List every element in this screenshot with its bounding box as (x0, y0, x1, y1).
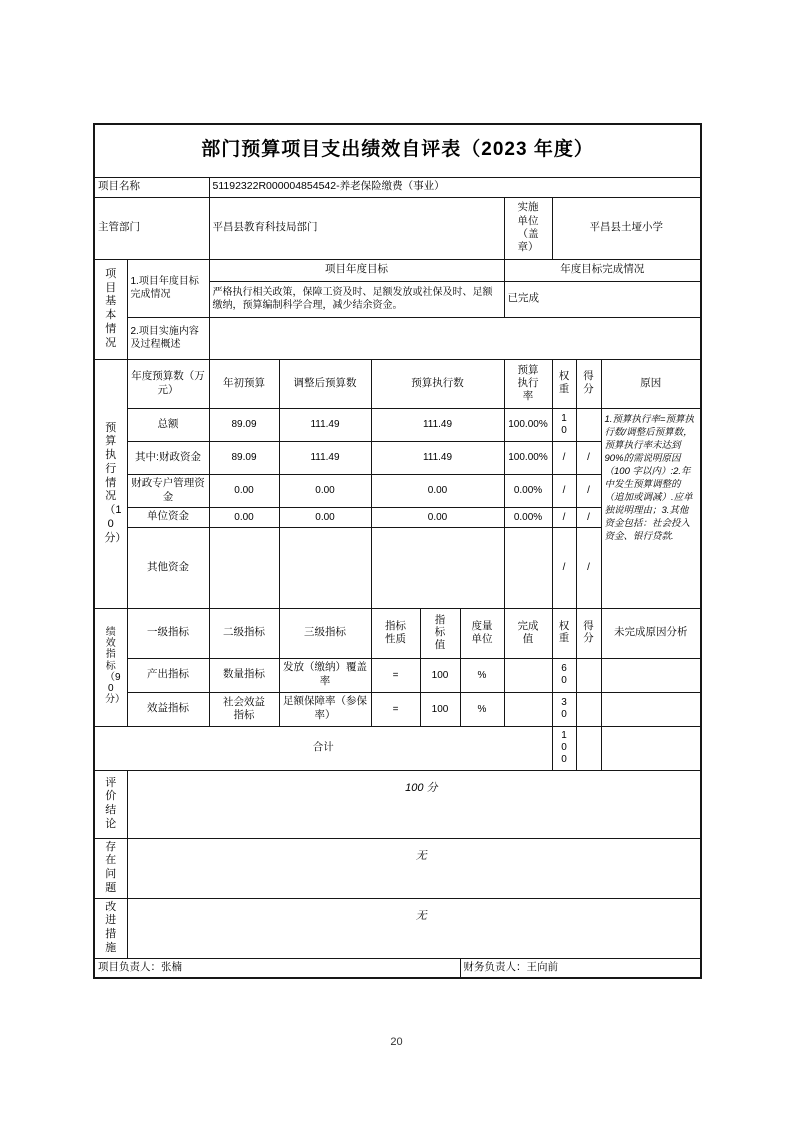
perf-l1: 产出指标 (127, 658, 209, 692)
budget-row-name: 财政专户管理资金 (127, 474, 209, 507)
budget-initial: 0.00 (209, 474, 279, 507)
table-row (94, 658, 701, 692)
project-manager: 项目负责人：张楠 (94, 958, 460, 978)
table-row (94, 692, 701, 726)
budget-score: / (576, 507, 601, 527)
budget-rate (504, 527, 552, 608)
budget-header-adjusted: 调整后预算数 (279, 359, 371, 408)
evaluation-table-sheet (93, 123, 702, 979)
budget-rate: 0.00% (504, 507, 552, 527)
table-row (94, 408, 701, 441)
perf-completed (504, 658, 552, 692)
perf-header-value: 指标值 (420, 608, 460, 658)
perf-header-l1: 一级指标 (127, 608, 209, 658)
budget-adjusted: 0.00 (279, 507, 371, 527)
budget-row-name: 其他资金 (127, 527, 209, 608)
basic-row1-label: 1.项目年度目标完成情况 (127, 259, 209, 317)
project-name-label: 项目名称 (94, 177, 209, 197)
perf-header-unit: 度量单位 (460, 608, 504, 658)
budget-initial: 89.09 (209, 441, 279, 474)
budget-weight: / (552, 527, 576, 608)
perf-value: 100 (420, 692, 460, 726)
budget-adjusted (279, 527, 371, 608)
perf-l2: 数量指标 (209, 658, 279, 692)
budget-executed (371, 527, 504, 608)
perf-l3: 足额保障率（参保率） (279, 692, 371, 726)
basic-row2-value (209, 317, 701, 359)
budget-header-rate: 预算执行率 (504, 359, 552, 408)
budget-reason-note: 1.预算执行率=预算执行数/调整后预算数，预算执行率未达到90%的需说明原因（100 字以内）:2.年中发生预算调整的（追加或调减）.应单独说明理由；3.其他资金包括：社会投入资金、银行贷款. (601, 408, 701, 608)
budget-adjusted: 0.00 (279, 474, 371, 507)
section-improvements: 改进措施 (94, 898, 127, 958)
completion-header: 年度目标完成情况 (504, 259, 701, 281)
finance-manager: 财务负责人：王向前 (460, 958, 701, 978)
budget-rate: 100.00% (504, 441, 552, 474)
goal-header: 项目年度目标 (209, 259, 504, 281)
budget-weight: 10 (552, 408, 576, 441)
budget-row-name: 单位资金 (127, 507, 209, 527)
perf-header-l2: 二级指标 (209, 608, 279, 658)
perf-total-analysis (601, 726, 701, 770)
budget-executed: 111.49 (371, 408, 504, 441)
budget-executed: 0.00 (371, 507, 504, 527)
perf-value: 100 (420, 658, 460, 692)
impl-unit-value: 平昌县土垭小学 (552, 197, 701, 259)
evaluation-table (93, 123, 702, 979)
budget-executed: 111.49 (371, 441, 504, 474)
perf-header-weight: 权重 (552, 608, 576, 658)
perf-header-l3: 三级指标 (279, 608, 371, 658)
perf-total-weight: 100 (552, 726, 576, 770)
budget-score: / (576, 527, 601, 608)
budget-score (576, 408, 601, 441)
perf-weight: 30 (552, 692, 576, 726)
section-performance: 绩效指标（90分） (94, 608, 127, 726)
completion-text: 已完成 (504, 281, 701, 317)
budget-weight: / (552, 441, 576, 474)
perf-total-score (576, 726, 601, 770)
budget-header-score: 得分 (576, 359, 601, 408)
budget-weight: / (552, 507, 576, 527)
budget-adjusted: 111.49 (279, 408, 371, 441)
goal-text: 严格执行相关政策，保障工资及时、足额发放或社保及时、足额缴纳，预算编制科学合理，减少结余资金。 (209, 281, 504, 317)
perf-score (576, 658, 601, 692)
perf-analysis (601, 692, 701, 726)
budget-header-initial: 年初预算 (209, 359, 279, 408)
perf-unit: % (460, 658, 504, 692)
perf-nature: = (371, 692, 420, 726)
budget-initial (209, 527, 279, 608)
perf-weight: 60 (552, 658, 576, 692)
problems-value: 无 (127, 838, 701, 898)
section-basic-info: 项目基本情况 (94, 259, 127, 359)
perf-l3: 发放（缴纳）覆盖率 (279, 658, 371, 692)
perf-l1: 效益指标 (127, 692, 209, 726)
budget-rate: 100.00% (504, 408, 552, 441)
table-title: 部门预算项目支出绩效自评表（2023 年度） (94, 124, 701, 177)
budget-row-name: 其中:财政资金 (127, 441, 209, 474)
perf-l2: 社会效益指标 (209, 692, 279, 726)
perf-analysis (601, 658, 701, 692)
perf-header-analysis: 未完成原因分析 (601, 608, 701, 658)
budget-score: / (576, 441, 601, 474)
perf-total-label: 合计 (94, 726, 552, 770)
dept-value: 平昌县教育科技局部门 (209, 197, 504, 259)
perf-header-completed: 完成值 (504, 608, 552, 658)
budget-header-reason: 原因 (601, 359, 701, 408)
perf-header-nature: 指标性质 (371, 608, 420, 658)
perf-unit: % (460, 692, 504, 726)
project-name-value: 51192322R000004854542-养老保险缴费（事业） (209, 177, 701, 197)
perf-score (576, 692, 601, 726)
table-row (94, 726, 701, 770)
perf-completed (504, 692, 552, 726)
budget-initial: 0.00 (209, 507, 279, 527)
budget-header-annual: 年度预算数（万元） (127, 359, 209, 408)
budget-header-executed: 预算执行数 (371, 359, 504, 408)
budget-adjusted: 111.49 (279, 441, 371, 474)
section-budget: 预算执行情况（10分） (94, 359, 127, 608)
perf-header-score: 得分 (576, 608, 601, 658)
budget-rate: 0.00% (504, 474, 552, 507)
budget-row-name: 总额 (127, 408, 209, 441)
impl-unit-label: 实施单位（盖章） (504, 197, 552, 259)
dept-label: 主管部门 (94, 197, 209, 259)
improvements-value: 无 (127, 898, 701, 958)
basic-row2-label: 2.项目实施内容及过程概述 (127, 317, 209, 359)
page-number: 20 (390, 1036, 403, 1048)
section-problems: 存在问题 (94, 838, 127, 898)
budget-header-weight: 权重 (552, 359, 576, 408)
section-conclusion: 评价结论 (94, 770, 127, 838)
budget-weight: / (552, 474, 576, 507)
budget-score: / (576, 474, 601, 507)
budget-executed: 0.00 (371, 474, 504, 507)
budget-initial: 89.09 (209, 408, 279, 441)
conclusion-value: 100 分 (127, 770, 701, 838)
perf-nature: = (371, 658, 420, 692)
